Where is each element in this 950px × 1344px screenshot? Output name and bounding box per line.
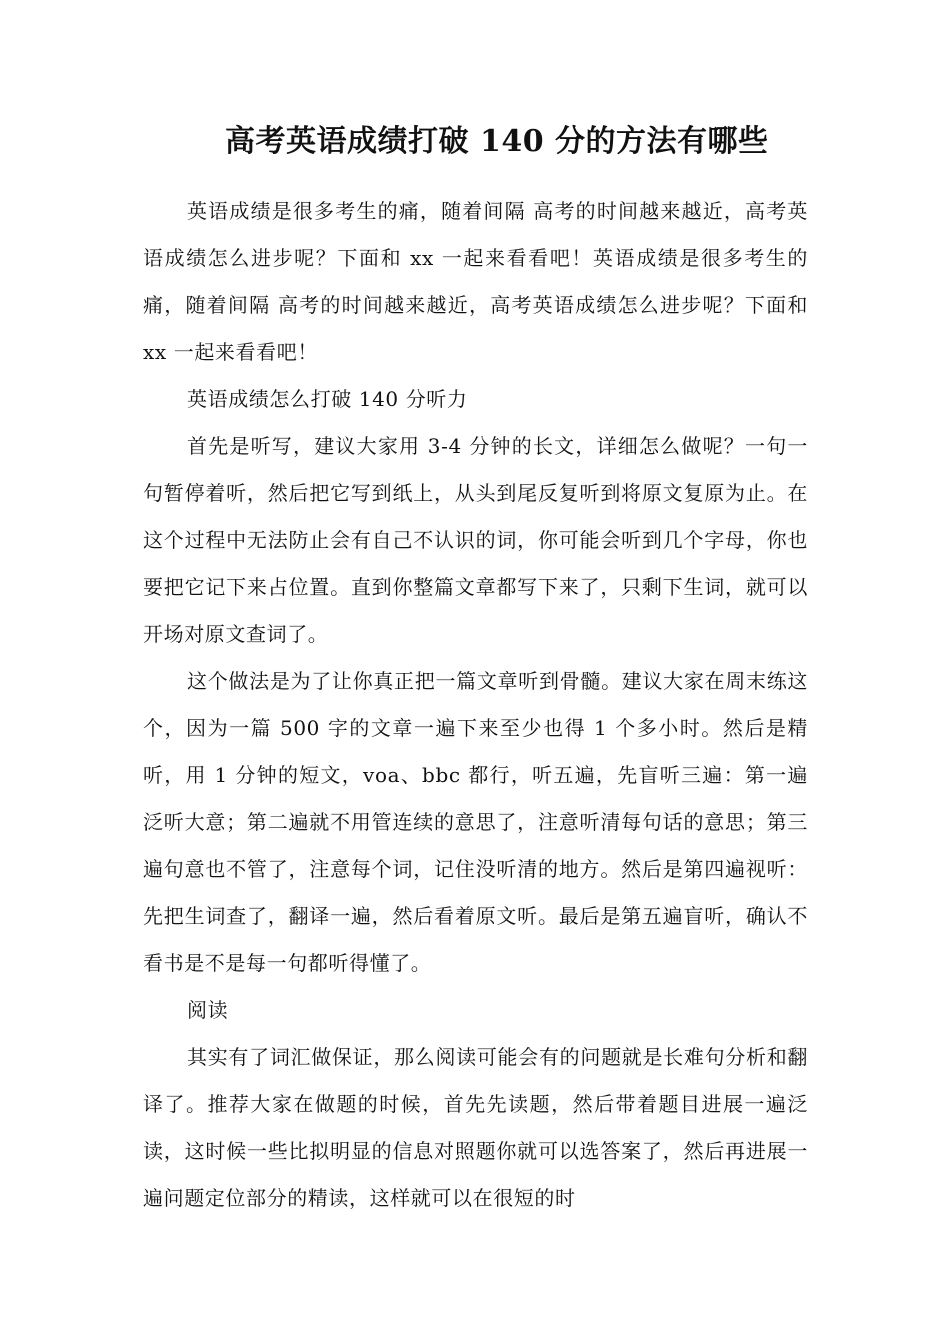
paragraph-intro: 英语成绩是很多考生的痛，随着间隔 高考的时间越来越近，高考英语成绩怎么进步呢？下面和 xx 一起来看看吧！英语成绩是很多考生的痛，随着间隔 高考的时间越来越近，高考英语成绩怎么进步呢？下面和 xx 一起来看看吧！ bbox=[143, 199, 808, 364]
section-heading-listening: 英语成绩怎么打破 140 分听力 bbox=[187, 387, 468, 411]
paragraph-intensive-listening: 这个做法是为了让你真正把一篇文章听到骨髓。建议大家在周末练这个，因为一篇 500 字的文章一遍下来至少也得 1 个多小时。然后是精听，用 1 分钟的短文，voa、bbc 都行，听五遍，先盲听三遍：第一遍泛听大意；第二遍就不用管连续的意思了，注意听清每句话的意思；第三遍句意也不管了，注意每个词，记住没听清的地方。然后是第四遍视听：先把生词查了，翻译一遍，然后看着原文听。最后是第五遍盲听，确认不看书是不是每一句都听得懂了。 bbox=[143, 669, 808, 975]
document-body bbox=[143, 188, 808, 1222]
paragraph-dictation: 首先是听写，建议大家用 3-4 分钟的长文，详细怎么做呢？一句一句暂停着听，然后把它写到纸上，从头到尾反复听到将原文复原为止。在这个过程中无法防止会有自己不认识的词，你可能会听到几个字母，你也要把它记下来占位置。直到你整篇文章都写下来了，只剩下生词，就可以开场对原文查词了。 bbox=[143, 434, 808, 646]
paragraph-reading: 其实有了词汇做保证，那么阅读可能会有的问题就是长难句分析和翻译了。推荐大家在做题的时候，首先先读题，然后带着题目进展一遍泛读，这时候一些比拟明显的信息对照题你就可以选答案了，然后再进展一遍问题定位部分的精读，这样就可以在很短的时 bbox=[143, 1045, 808, 1210]
document-title: 高考英语成绩打破 140 分的方法有哪些 bbox=[225, 124, 769, 159]
section-heading-reading: 阅读 bbox=[187, 998, 229, 1022]
